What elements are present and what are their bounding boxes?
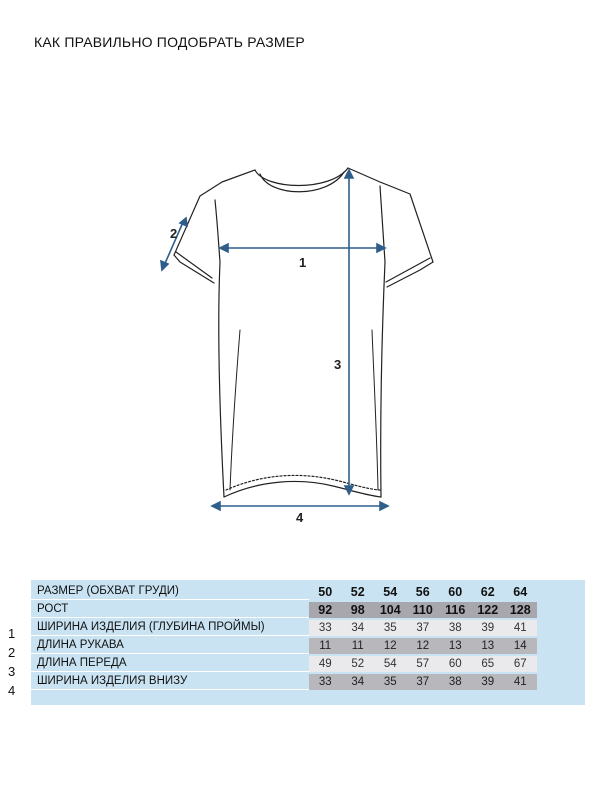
- row-label: ШИРИНА ИЗДЕЛИЯ ВНИЗУ: [31, 674, 309, 690]
- cell: 34: [342, 620, 375, 636]
- table-row-hem-width: [31, 674, 537, 690]
- cell: 60: [448, 584, 463, 599]
- row-number-4: 4: [8, 683, 16, 698]
- cell: 60: [439, 656, 472, 672]
- table-row-size: [31, 584, 537, 600]
- tshirt-outline: [174, 168, 433, 497]
- row-label: РОСТ: [31, 602, 309, 618]
- cell: 39: [472, 620, 505, 636]
- cell: 12: [374, 638, 407, 654]
- cell: 39: [472, 674, 505, 690]
- cell: 56: [415, 584, 430, 599]
- arrow-left: [220, 244, 228, 252]
- cell: 50: [318, 584, 333, 599]
- cell: 33: [309, 620, 342, 636]
- row-label: ШИРИНА ИЗДЕЛИЯ (ГЛУБИНА ПРОЙМЫ): [31, 620, 309, 636]
- cell: 11: [309, 638, 342, 654]
- cell: 13: [472, 638, 505, 654]
- row-label: ДЛИНА РУКАВА: [31, 638, 309, 654]
- cell: 33: [309, 674, 342, 690]
- marker-2: 2: [170, 226, 178, 241]
- cell: 54: [374, 656, 407, 672]
- row-number-1: 1: [8, 626, 16, 641]
- marker-4: 4: [296, 510, 304, 525]
- cell: 104: [374, 602, 407, 618]
- cell: 110: [407, 602, 440, 618]
- cell: 49: [309, 656, 342, 672]
- table-row-chest-width: [31, 620, 537, 636]
- table-row-height: [31, 602, 537, 618]
- cell: 52: [350, 584, 365, 599]
- cell: 13: [439, 638, 472, 654]
- cell: 37: [407, 620, 440, 636]
- cell: 37: [407, 674, 440, 690]
- cell: 128: [504, 602, 537, 618]
- cell: 41: [504, 674, 537, 690]
- size-table-grid: [31, 582, 537, 692]
- cell: 122: [472, 602, 505, 618]
- cell: 35: [374, 620, 407, 636]
- cell: 98: [342, 602, 375, 618]
- marker-1: 1: [299, 255, 307, 270]
- measurement-lines: [161, 170, 388, 510]
- row-number-3: 3: [8, 664, 16, 679]
- cell: 92: [309, 602, 342, 618]
- cell: 12: [407, 638, 440, 654]
- page-title: КАК ПРАВИЛЬНО ПОДОБРАТЬ РАЗМЕР: [34, 34, 305, 50]
- cell: 65: [472, 656, 505, 672]
- table-row-sleeve-length: [31, 638, 537, 654]
- cell: 54: [383, 584, 398, 599]
- row-label: ДЛИНА ПЕРЕДА: [31, 656, 309, 672]
- marker-3: 3: [334, 357, 342, 372]
- row-label: РАЗМЕР (ОБХВАТ ГРУДИ): [31, 584, 309, 600]
- cell: 64: [513, 584, 528, 599]
- cell: 67: [504, 656, 537, 672]
- cell: 41: [504, 620, 537, 636]
- cell: 34: [342, 674, 375, 690]
- cell: 38: [439, 674, 472, 690]
- cell: 52: [342, 656, 375, 672]
- size-table: [31, 580, 585, 705]
- cell: 11: [342, 638, 375, 654]
- row-number-2: 2: [8, 645, 16, 660]
- cell: 38: [439, 620, 472, 636]
- cell: 116: [439, 602, 472, 618]
- cell: 62: [480, 584, 495, 599]
- table-row-front-length: [31, 656, 537, 672]
- cell: 35: [374, 674, 407, 690]
- cell: 14: [504, 638, 537, 654]
- cell: 57: [407, 656, 440, 672]
